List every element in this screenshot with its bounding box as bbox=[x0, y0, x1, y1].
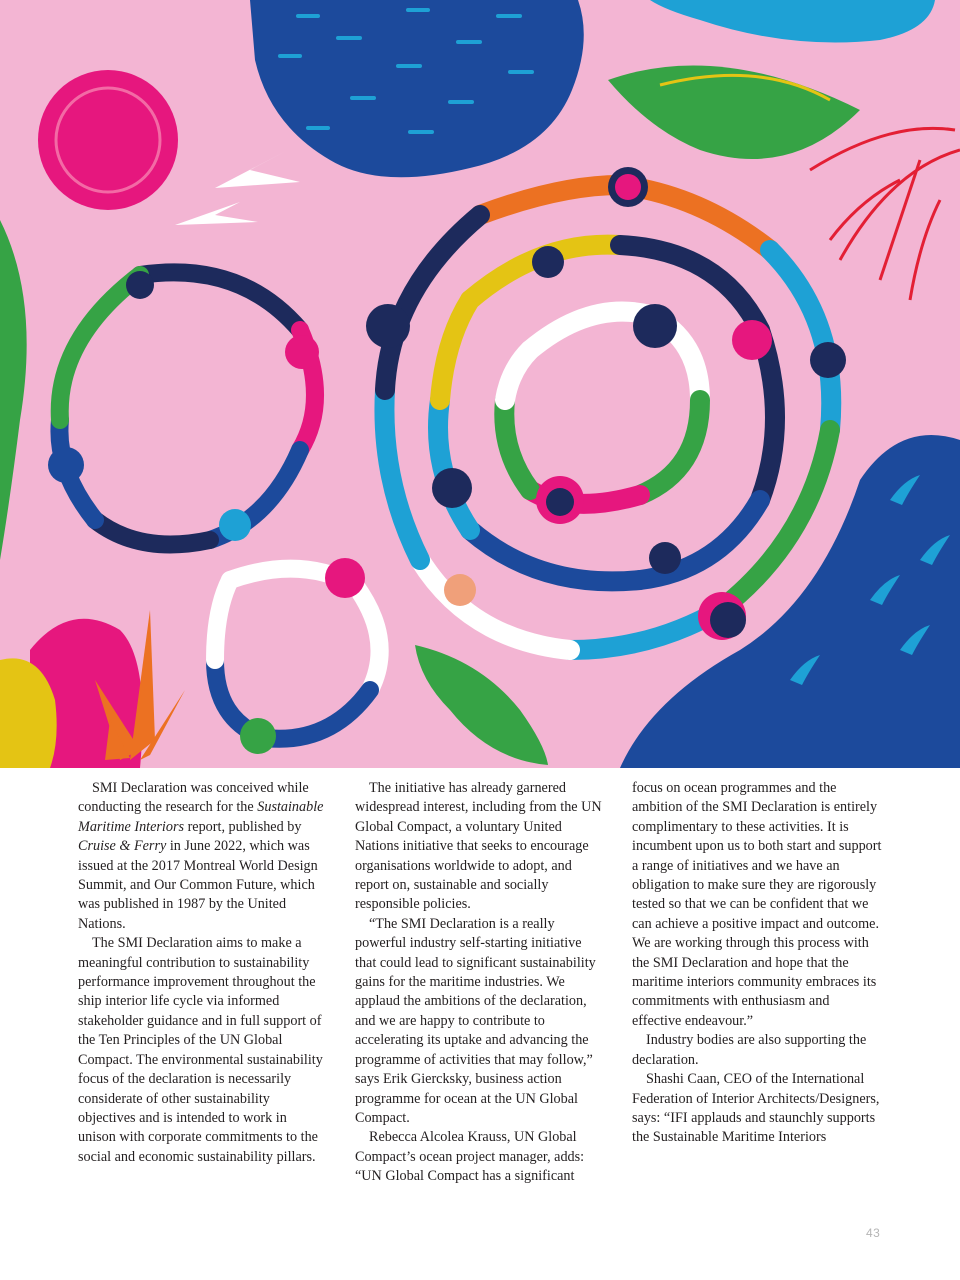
paragraph-text: in June 2022, which was issued at the 2017 Montreal World Design Summit, and Our Common Future, which was published in 1987 by the United Nations. bbox=[78, 838, 318, 932]
paragraph-text: Industry bodies are also supporting the declaration. bbox=[632, 1032, 867, 1068]
article-paragraph bbox=[355, 915, 605, 1128]
paragraph-text: Shashi Caan, CEO of the International Federation of Interior Architects/Designers, says: “IFI applauds and staunchly supports the Sustainable Maritime Interiors bbox=[632, 1071, 880, 1146]
paragraph-text: The SMI Declaration aims to make a meaningful contribution to sustainability performance improvement throughout the ship interior life cycle via informed stakeholder guidance and in full support of the Ten Principles of the UN Global Compact. The environmental sustainability focus of the declaration is necessarily considerate of other sustainability objectives and is intended to work in unison with corporate commitments to the social and economic sustainability pillars. bbox=[78, 935, 323, 1165]
article-column-1 bbox=[78, 779, 328, 1167]
paragraph-text: focus on ocean programmes and the ambition of the SMI Declaration is entirely complimentary to these activities. It is incumbent upon us to both start and support a range of initiatives and we have an obligation to make sure they are rigorously tested so that we can be confident that we can achieve a positive impact and outcome. We are working through this process with the SMI Declaration and hope that the maritime interiors community embraces its commitments with enthusiasm and effective endeavour.” bbox=[632, 780, 882, 1029]
article-paragraph bbox=[632, 1031, 882, 1070]
paragraph-text: “The SMI Declaration is a really powerful industry self-starting initiative that could lead to significant sustainability gains for the maritime industries. We applaud the ambitions of the declaration, and we are happy to contribute to accelerating its uptake and advancing the programme of activities that may follow,” says Erik Giercksky, business action programme for ocean at the UN Global Compact. bbox=[355, 915, 596, 1126]
article-paragraph bbox=[632, 1070, 882, 1148]
article-paragraph bbox=[355, 779, 605, 915]
article-paragraph bbox=[355, 1128, 605, 1186]
magenta-sun bbox=[38, 70, 178, 210]
paragraph-text: SMI Declaration was conceived while conducting the research for the bbox=[78, 780, 309, 816]
paragraph-text: The initiative has already garnered widespread interest, including from the UN Global Compact, a voluntary United Nations initiative that seeks to encourage organisations worldwide to adopt, and report on, sustainable and socially responsible policies. bbox=[355, 780, 602, 913]
italic-title: Sustainable Maritime Interiors bbox=[78, 799, 324, 835]
article-paragraph bbox=[78, 779, 328, 934]
paragraph-text: Rebecca Alcolea Krauss, UN Global Compact’s ocean project manager, adds: “UN Global Compact has a significant bbox=[355, 1129, 585, 1185]
article-column-3 bbox=[632, 779, 882, 1148]
paragraph-text: report, published by bbox=[184, 818, 302, 835]
page-number: 43 bbox=[866, 1226, 881, 1240]
article-column-2 bbox=[355, 779, 605, 1187]
article-paragraph bbox=[632, 779, 882, 1031]
article-paragraph bbox=[78, 934, 328, 1167]
italic-title: Cruise & Ferry bbox=[78, 838, 167, 855]
